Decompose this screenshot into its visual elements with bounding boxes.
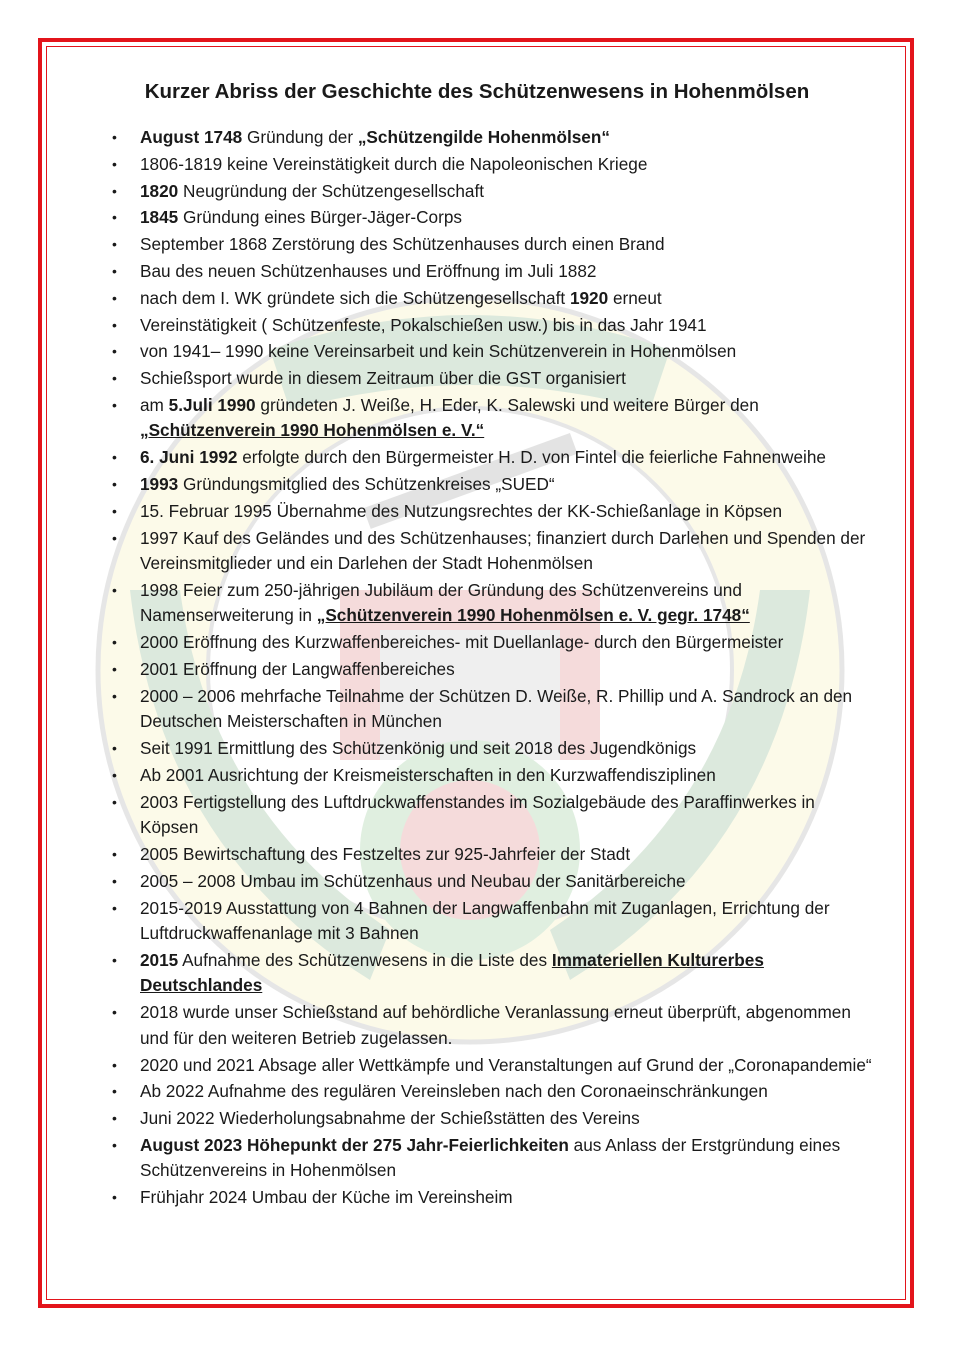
bullet-icon: •: [112, 1110, 117, 1127]
history-item-text: Gründung der: [242, 127, 358, 147]
bullet-icon: •: [112, 634, 117, 651]
history-item: [102, 445, 872, 471]
bullet-icon: •: [112, 316, 117, 333]
history-item: [102, 842, 872, 868]
history-item-text: 2015-2019 Ausstattung von 4 Bahnen der Langwaffenbahn mit Zuganlagen, Errichtung der Luftdruckwaffenanlage mit 3 Bahnen: [140, 897, 830, 944]
history-item: [102, 1185, 872, 1211]
bullet-icon: •: [112, 1189, 117, 1206]
bullet-icon: •: [112, 155, 117, 172]
history-item: [102, 1079, 872, 1105]
bullet-icon: •: [112, 502, 117, 519]
bullet-icon: •: [112, 687, 117, 704]
history-item-text: 2000 Eröffnung des Kurzwaffenbereiches- mit Duellanlage- durch den Bürgermeister: [140, 632, 784, 653]
history-item-text: erfolgte durch den Bürgermeister H. D. von Fintel die feierliche Fahnenweihe: [237, 447, 826, 468]
bullet-icon: •: [112, 1056, 117, 1073]
history-item-text: 2005 Bewirtschaftung des Festzeltes zur 925-Jahrfeier der Stadt: [140, 844, 631, 865]
history-item-text: Frühjahr 2024 Umbau der Küche im Vereinsheim: [140, 1187, 513, 1208]
bullet-icon: •: [112, 262, 117, 279]
bullet-icon: •: [112, 581, 117, 598]
history-item: [102, 1133, 872, 1184]
history-item: [102, 790, 872, 841]
history-item-text: von 1941– 1990 keine Vereinsarbeit und kein Schützenverein in Hohenmölsen: [140, 341, 737, 362]
history-item-text: Neugründung der Schützengesellschaft: [178, 180, 485, 201]
history-item: [102, 259, 872, 285]
history-item-text: 2001 Eröffnung der Langwaffenbereiches: [140, 659, 455, 680]
history-item-text: Juni 2022 Wiederholungsabnahme der Schießstätten des Vereins: [140, 1108, 640, 1129]
history-item-text: 2005 – 2008 Umbau im Schützenhaus und Neubau der Sanitärbereiche: [140, 870, 686, 891]
bullet-icon: •: [112, 449, 117, 466]
bullet-icon: •: [112, 766, 117, 783]
history-item-text: 1806-1819 keine Vereinstätigkeit durch die Napoleonischen Kriege: [140, 153, 648, 174]
history-item-text: 2015: [140, 949, 179, 970]
bullet-icon: •: [112, 872, 117, 889]
history-item-text: „Schützenverein 1990 Hohenmölsen e. V. gegr. 1748“: [316, 605, 750, 626]
page-title: Kurzer Abriss der Geschichte des Schützenwesens in Hohenmölsen: [144, 80, 810, 103]
history-item-text: 1997 Kauf des Geländes und des Schützenhauses; finanziert durch Darlehen und Spenden der Vereinsmitglieder und ein Darlehen der Stadt Hohenmölsen: [140, 527, 866, 574]
history-item-text: 15. Februar 1995 Übernahme des Nutzungsrechtes der KK-Schießanlage in Köpsen: [140, 500, 783, 521]
bullet-icon: •: [112, 951, 117, 968]
history-item-text: erneut: [608, 287, 662, 308]
bullet-icon: •: [112, 209, 117, 226]
history-item: [102, 286, 872, 312]
history-item-text: 1845: [140, 207, 179, 228]
bullet-icon: •: [112, 740, 117, 757]
history-item-text: am: [140, 394, 169, 415]
history-item: [102, 736, 872, 762]
history-item-text: Gründungsmitglied des Schützenkreises „SUED“: [178, 474, 555, 495]
history-item: [102, 366, 872, 392]
history-item-text: 6. Juni 1992: [140, 447, 238, 468]
history-item: [102, 472, 872, 498]
history-item-text: gründeten J. Weiße, H. Eder, K. Salewski und weitere Bürger den: [255, 394, 759, 415]
history-item: [102, 313, 872, 339]
history-item: [102, 179, 872, 205]
bullet-icon: •: [112, 370, 117, 387]
history-item-text: Bau des neuen Schützenhauses und Eröffnung im Juli 1882: [140, 260, 597, 281]
history-item-text: Schießsport wurde in diesem Zeitraum über die GST organisiert: [140, 368, 626, 389]
history-item: [102, 205, 872, 231]
history-item: [102, 657, 872, 683]
history-item-text: Vereinstätigkeit ( Schützenfeste, Pokalschießen usw.) bis in das Jahr 1941: [140, 314, 707, 335]
history-item: [102, 499, 872, 525]
history-item-text: 2020 und 2021 Absage aller Wettkämpfe und Veranstaltungen auf Grund der „Coronapandemie“: [140, 1054, 872, 1075]
bullet-icon: •: [112, 1083, 117, 1100]
bullet-icon: •: [112, 182, 117, 199]
bullet-icon: •: [112, 529, 117, 546]
history-item-text: August 2023 Höhepunkt der 275 Jahr-Feierlichkeiten: [140, 1134, 569, 1155]
history-item: [102, 232, 872, 258]
history-list: [102, 125, 872, 1212]
history-item-text: Immateriellen Kulturerbes Deutschlandes: [140, 949, 764, 996]
history-item: [102, 339, 872, 365]
bullet-icon: •: [112, 846, 117, 863]
history-item-text: 2018 wurde unser Schießstand auf behördliche Veranlassung erneut überprüft, abgenommen und für den weiteren Betrieb zugelassen.: [140, 1002, 851, 1048]
history-item-text: 1993: [140, 474, 179, 495]
history-item: [102, 896, 872, 947]
bullet-icon: •: [112, 1136, 117, 1153]
bullet-icon: •: [112, 661, 117, 678]
history-item-text: 5.Juli 1990: [168, 394, 256, 415]
history-item: [102, 1000, 872, 1051]
history-item-text: aus Anlass der Erstgründung eines Schützenvereins in Hohenmölsen: [140, 1134, 841, 1181]
history-item: [102, 393, 872, 444]
history-item: [102, 152, 872, 178]
bullet-icon: •: [112, 129, 117, 145]
history-item: [102, 1053, 872, 1079]
history-item-text: 1998 Feier zum 250-jährigen Jubiläum der Gründung des Schützenvereins und Namenserweiterung in: [140, 579, 742, 626]
history-item-text: „Schützengilde Hohenmölsen“: [357, 127, 610, 147]
history-item-text: August 1748: [140, 127, 243, 147]
history-item-text: nach dem I. WK gründete sich die Schützengesellschaft: [140, 287, 570, 308]
history-item: [102, 948, 872, 999]
history-item-text: 1920: [569, 287, 609, 308]
history-item-text: 2003 Fertigstellung des Luftdruckwaffenstandes im Sozialgebäude des Paraffinwerkes in Köpsen: [140, 791, 815, 838]
bullet-icon: •: [112, 396, 117, 413]
history-item-text: 1820: [140, 180, 179, 201]
history-item-text: 2000 – 2006 mehrfache Teilnahme der Schützen D. Weiße, R. Phillip und A. Sandrock an den Deutschen Meisterschaften in München: [140, 685, 853, 732]
history-item-text: September 1868 Zerstörung des Schützenhauses durch einen Brand: [140, 234, 665, 255]
bullet-icon: •: [112, 793, 117, 810]
bullet-icon: •: [112, 899, 117, 916]
history-item: [102, 578, 872, 629]
history-item: [102, 125, 872, 151]
history-item: [102, 684, 872, 735]
history-item-text: „Schützenverein 1990 Hohenmölsen e. V.“: [140, 420, 485, 441]
history-item-text: Seit 1991 Ermittlung des Schützenkönig und seit 2018 des Jugendkönigs: [140, 738, 697, 759]
bullet-icon: •: [112, 476, 117, 493]
bullet-icon: •: [112, 289, 117, 306]
bullet-icon: •: [112, 236, 117, 253]
bullet-icon: •: [112, 343, 117, 360]
history-item-text: Ab 2001 Ausrichtung der Kreismeisterschaften in den Kurzwaffendisziplinen: [140, 764, 716, 785]
history-item: [102, 763, 872, 789]
history-item: [102, 526, 872, 577]
history-item: [102, 869, 872, 895]
history-item: [102, 1106, 872, 1132]
history-item-text: Ab 2022 Aufnahme des regulären Vereinsleben nach den Coronaeinschränkungen: [140, 1081, 768, 1102]
history-item-text: Gründung eines Bürger-Jäger-Corps: [178, 207, 462, 228]
history-item-text: Aufnahme des Schützenwesens in die Liste des: [178, 949, 552, 970]
history-item: [102, 630, 872, 656]
bullet-icon: •: [112, 1004, 117, 1021]
